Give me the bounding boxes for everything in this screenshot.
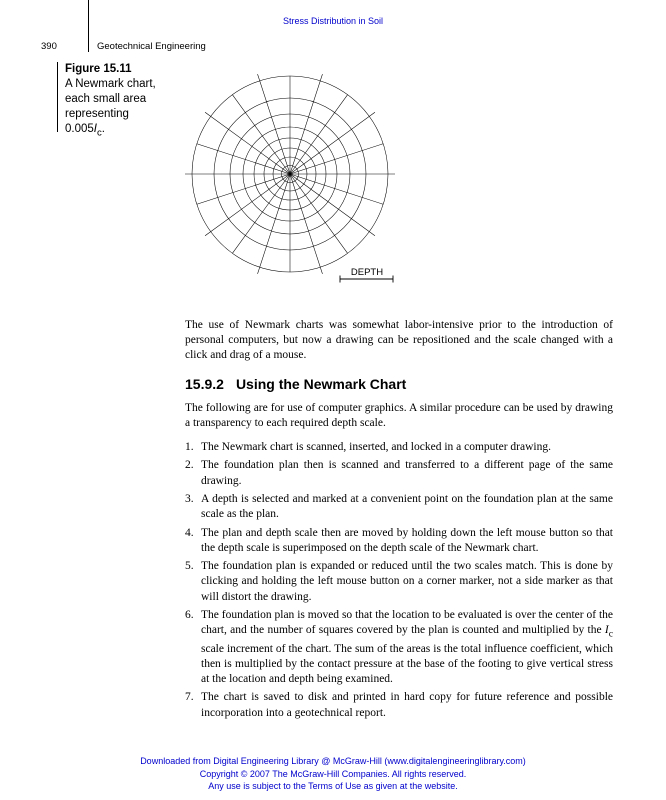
page-number: 390: [41, 41, 57, 52]
section-number: 15.9.2: [185, 376, 224, 392]
list-item: [185, 492, 613, 522]
step-symbol: I: [604, 624, 609, 637]
figure-caption-rule: [57, 62, 58, 132]
chart-radial-line: [290, 174, 348, 253]
list-item: [185, 526, 613, 556]
chart-radial-line: [205, 112, 290, 174]
step-text: [201, 608, 613, 687]
step-number: 6.: [185, 608, 194, 621]
caption-end: .: [101, 123, 105, 135]
step-text: The Newmark chart is scanned, inserted, and locked in a computer drawing.: [201, 441, 551, 453]
chart-radial-line: [290, 95, 348, 174]
section-heading: [185, 376, 406, 392]
depth-scale: [340, 267, 393, 283]
list-item: [185, 458, 613, 488]
step-number: 3.: [185, 492, 194, 505]
header-divider: [88, 0, 89, 52]
step-text-part: The foundation plan is moved so that the location to be evaluated is over the center of the chart, and the number of squares covered by the plan is counted and multiplied by the: [201, 608, 613, 637]
section-title: Using the Newmark Chart: [235, 376, 407, 392]
list-item: [185, 608, 613, 687]
step-number: 5.: [185, 560, 194, 573]
step-subscript: c: [608, 628, 613, 640]
caption-symbol: I: [93, 123, 97, 135]
caption-value: 0.005: [65, 123, 94, 135]
paragraph-procedure: The following are for use of computer graphics. A similar procedure can be used by drawing a transparency to each required depth scale.: [185, 402, 613, 430]
paragraph-intro: The use of Newmark charts was somewhat labor-intensive prior to the introduction of personal computers, but now a drawing can be repositioned and the scale changed with a click and drag of a mouse.: [185, 319, 613, 362]
figure-label: Figure 15.11: [65, 63, 132, 75]
figure-caption-line: representing: [65, 108, 129, 120]
chart-radial-line: [290, 74, 322, 174]
steps-list: [185, 440, 613, 724]
depth-label: DEPTH: [350, 267, 384, 278]
chart-radial-line: [232, 95, 290, 174]
list-item: [185, 690, 613, 720]
step-text: The plan and depth scale then are moved by holding down the left mouse button so that the depth scale is superimposed on the depth scale of the Newmark chart.: [201, 526, 613, 554]
footer: [0, 755, 666, 793]
figure-caption-line: each small area: [65, 93, 147, 105]
step-text: A depth is selected and marked at a convenient point on the foundation plan at the same scale as the plan.: [201, 492, 613, 521]
step-text: The foundation plan then is scanned and transferred to a different page of the same drawing.: [201, 459, 613, 487]
footer-download-line: Downloaded from Digital Engineering Library @ McGraw-Hill (www.digitalengineeringlibrary.com): [140, 756, 526, 766]
newmark-chart: [180, 66, 412, 288]
step-text: The foundation plan is expanded or reduced until the two scales match. This is done by clicking and holding the left mouse button on a corner marker, not a side marker as that will distort the drawing.: [201, 560, 613, 603]
book-title: Geotechnical Engineering: [97, 41, 206, 52]
chart-radial-line: [205, 174, 290, 236]
footer-copyright-line: Copyright © 2007 The McGraw-Hill Companies. All rights reserved.: [199, 768, 467, 779]
chart-radial-line: [258, 174, 290, 274]
running-head: Stress Distribution in Soil: [282, 16, 384, 26]
step-number: 4.: [185, 526, 194, 539]
figure-caption-line: [65, 122, 175, 140]
step-text: The chart is saved to disk and printed in hard copy for future reference and possible incorporation into a geotechnical report.: [201, 691, 613, 719]
newmark-grid: [185, 74, 395, 274]
chart-radial-line: [290, 174, 322, 274]
step-text-part: scale increment of the chart. The sum of the areas is the total influence coefficient, which then is multiplied by the contact pressure at the base of the footing to give vertical stress at the location and depth being examined.: [201, 642, 613, 686]
list-item: [185, 559, 613, 605]
caption-subscript: c: [96, 127, 102, 139]
figure-caption-line: A Newmark chart,: [65, 78, 156, 90]
step-number: 1.: [185, 441, 194, 453]
chart-radial-line: [290, 112, 375, 174]
step-number: 2.: [185, 459, 194, 472]
chart-center-point: [288, 172, 291, 175]
figure-caption: [65, 62, 175, 140]
footer-terms-line: Any use is subject to the Terms of Use as given at the website.: [208, 781, 458, 791]
chart-radial-line: [232, 174, 290, 253]
list-item: [185, 440, 613, 455]
chart-radial-line: [258, 74, 290, 174]
chart-radial-line: [290, 174, 375, 236]
step-number: 7.: [185, 691, 194, 704]
